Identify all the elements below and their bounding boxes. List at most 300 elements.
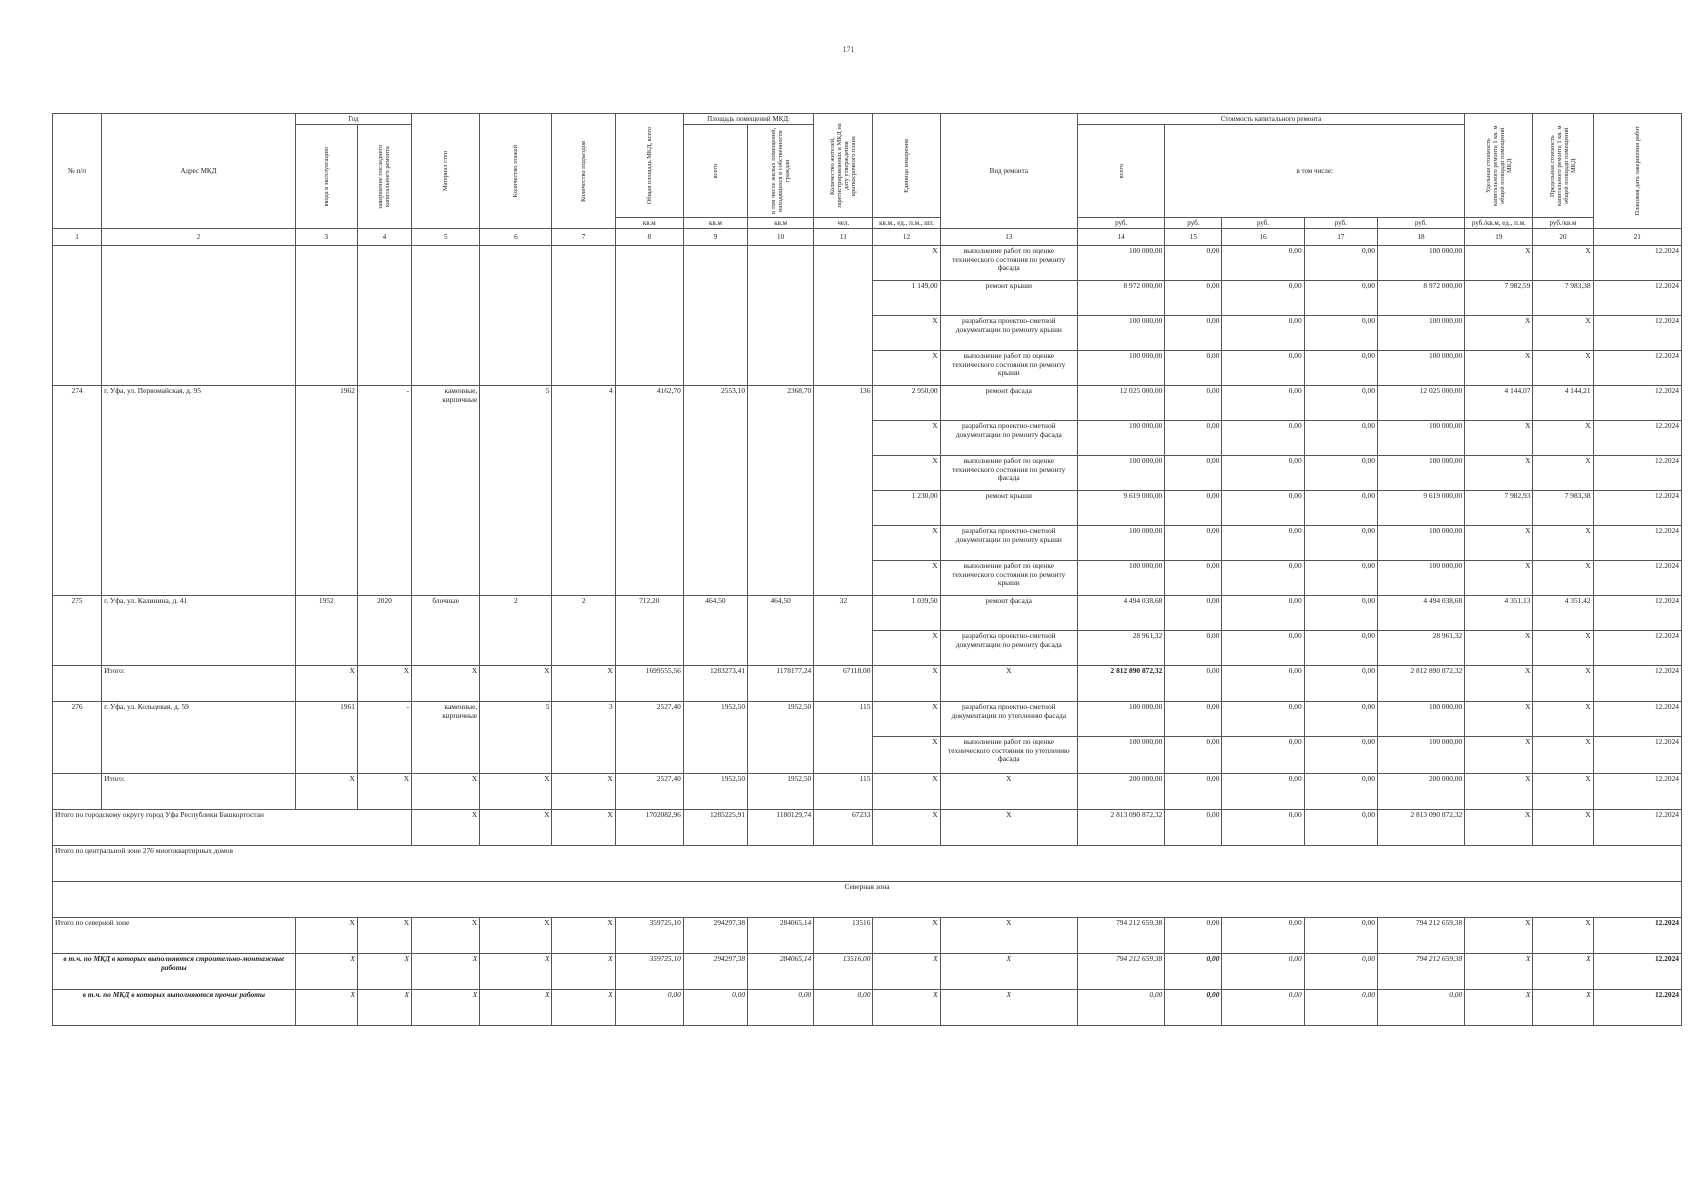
cell-unit: X xyxy=(873,561,940,596)
cell-date: 12.2024 xyxy=(1593,351,1681,386)
cell-work: ремонт крыши xyxy=(940,281,1077,316)
cell-owners: 100 000,00 xyxy=(1377,421,1464,456)
cell-max-cost: X xyxy=(1533,702,1593,737)
cell-entrances: 2 xyxy=(552,596,615,666)
column-index: 21 xyxy=(1593,229,1681,246)
north-incl-construction-row xyxy=(53,954,1682,990)
cell-x: X xyxy=(357,918,411,954)
cell-unit-cost: X xyxy=(1465,918,1533,954)
header-max-cost: Предельная стоимость капитального ремонта 1 кв. м общей площади помещений МКД xyxy=(1533,114,1593,218)
cell-date: 12.2024 xyxy=(1593,456,1681,491)
header-cost-incl: в том числе: xyxy=(1165,125,1465,218)
cell-total: 8 972 000,00 xyxy=(1078,281,1165,316)
cell-x: X xyxy=(552,918,615,954)
cell-work: разработка проектно-сметной документации по ремонту фасада xyxy=(940,421,1077,456)
cell-residents: 67233 xyxy=(814,810,873,846)
cell-area: 4162,70 xyxy=(615,386,683,596)
column-index: 16 xyxy=(1222,229,1304,246)
north-incl-other-label: в т.ч. по МКД в которых выполняются прочие работы xyxy=(53,990,296,1026)
cell-entrances: 4 xyxy=(552,386,615,596)
north-total-row xyxy=(53,918,1682,954)
cell-unit: X xyxy=(873,246,940,281)
header-entrances: Количество подъездов xyxy=(552,114,615,229)
cell-fund: 0,00 xyxy=(1165,990,1222,1026)
cell-year-commission: 1962 xyxy=(295,386,357,596)
cell-work: X xyxy=(940,666,1077,702)
cell-residential: 1952,50 xyxy=(748,702,814,774)
cell-unit-cost: X xyxy=(1465,990,1533,1026)
column-index: 5 xyxy=(412,229,480,246)
table-row xyxy=(53,386,1682,421)
cell-max-cost: X xyxy=(1533,954,1593,990)
city-total-label: Итого по городскому округу город Уфа Республики Башкортостан xyxy=(53,810,412,846)
cell-work: ремонт фасада xyxy=(940,596,1077,631)
cell-material: блочные xyxy=(412,596,480,666)
cell-address: г. Уфа, ул. Первомайская, д. 95 xyxy=(102,386,296,596)
header-unit-16: руб. xyxy=(1222,218,1304,229)
cell-x: X xyxy=(295,666,357,702)
cell-x: X xyxy=(412,774,480,810)
cell-owners: 100 000,00 xyxy=(1377,737,1464,774)
cell-unit-cost: X xyxy=(1465,702,1533,737)
cell-unit-cost: 4 144,07 xyxy=(1465,386,1533,421)
header-year-last-repair: завершение последнего капитального ремонта xyxy=(357,125,411,229)
cell-fund: 0,00 xyxy=(1165,918,1222,954)
north-total-label: Итого по северной зоне xyxy=(53,918,296,954)
cell-owners: 100 000,00 xyxy=(1377,456,1464,491)
cell-date: 12.2024 xyxy=(1593,918,1681,954)
cell-area: 359725,10 xyxy=(615,918,683,954)
cell-total: 100 000,00 xyxy=(1078,351,1165,386)
cell-unit-cost: X xyxy=(1465,561,1533,596)
subtotal-label: Итого: xyxy=(102,774,296,810)
cell-fund: 0,00 xyxy=(1165,702,1222,737)
cell-total: 2 812 890 872,32 xyxy=(1078,666,1165,702)
cell-rb: 0,00 xyxy=(1222,491,1304,526)
cell-premises xyxy=(683,246,747,386)
cell-year-repair: - xyxy=(357,702,411,774)
cell-total: 100 000,00 xyxy=(1078,421,1165,456)
column-index: 12 xyxy=(873,229,940,246)
column-index: 8 xyxy=(615,229,683,246)
cell-area: 1702082,96 xyxy=(615,810,683,846)
header-repair-type: Вид ремонта xyxy=(940,114,1077,229)
column-index: 11 xyxy=(814,229,873,246)
cell-rb: 0,00 xyxy=(1222,810,1304,846)
cell-total: 2 813 090 872,32 xyxy=(1078,810,1165,846)
column-index: 4 xyxy=(357,229,411,246)
column-index: 17 xyxy=(1304,229,1377,246)
cell-local: 0,00 xyxy=(1304,421,1377,456)
cell-work: выполнение работ по оценке технического состояния по утеплению фасада xyxy=(940,737,1077,774)
cell-area xyxy=(615,246,683,386)
cell-local: 0,00 xyxy=(1304,631,1377,666)
cell-work: разработка проектно-сметной документации по ремонту крыши xyxy=(940,526,1077,561)
header-premises-group: Площадь помещений МКД: xyxy=(683,114,813,125)
cell-rb: 0,00 xyxy=(1222,351,1304,386)
table-row xyxy=(53,702,1682,737)
cell-residents: 13516 xyxy=(814,918,873,954)
cell-residential: 1952,50 xyxy=(748,774,814,810)
cell-fund: 0,00 xyxy=(1165,666,1222,702)
cell-rb: 0,00 xyxy=(1222,702,1304,737)
header-unit-17: руб. xyxy=(1304,218,1377,229)
cell-date: 12.2024 xyxy=(1593,737,1681,774)
cell-max-cost: X xyxy=(1533,918,1593,954)
cell-area: 712,20 xyxy=(615,596,683,666)
cell-unit-cost: X xyxy=(1465,351,1533,386)
cell-work: ремонт крыши xyxy=(940,491,1077,526)
cell-work: выполнение работ по оценке технического состояния по ремонту фасада xyxy=(940,246,1077,281)
cell-num xyxy=(53,774,102,810)
header-unit-cost: Удельная стоимость капитального ремонта 1 кв. м общей площади помещений МКД xyxy=(1465,114,1533,218)
cell-total: 100 000,00 xyxy=(1078,702,1165,737)
cell-work: X xyxy=(940,810,1077,846)
cell-unit: X xyxy=(873,702,940,737)
cell-unit: X xyxy=(873,631,940,666)
cell-max-cost: 7 983,38 xyxy=(1533,491,1593,526)
cell-x: X xyxy=(357,954,411,990)
cell-date: 12.2024 xyxy=(1593,491,1681,526)
cell-total: 200 000,00 xyxy=(1078,774,1165,810)
cell-unit: X xyxy=(873,774,940,810)
cell-fund: 0,00 xyxy=(1165,351,1222,386)
cell-fund: 0,00 xyxy=(1165,421,1222,456)
column-index: 19 xyxy=(1465,229,1533,246)
cell-date: 12.2024 xyxy=(1593,954,1681,990)
cell-total: 100 000,00 xyxy=(1078,316,1165,351)
cell-date: 12.2024 xyxy=(1593,386,1681,421)
subtotal-row xyxy=(53,774,1682,810)
subtotal-row xyxy=(53,666,1682,702)
cell-x: X xyxy=(552,990,615,1026)
cell-x: X xyxy=(357,990,411,1026)
cell-owners: 794 212 659,38 xyxy=(1377,954,1464,990)
header-total-area: Общая площадь МКД, всего xyxy=(615,114,683,218)
cell-owners: 100 000,00 xyxy=(1377,526,1464,561)
cell-max-cost: 7 983,38 xyxy=(1533,281,1593,316)
cell-entrances: 3 xyxy=(552,702,615,774)
cell-rb: 0,00 xyxy=(1222,596,1304,631)
header-address: Адрес МКД xyxy=(102,114,296,229)
header-cost-total: всего xyxy=(1078,125,1165,218)
cell-residential: 464,50 xyxy=(748,596,814,666)
cell-premises: 1952,50 xyxy=(683,774,747,810)
cell-date: 12.2024 xyxy=(1593,246,1681,281)
cell-unit: X xyxy=(873,526,940,561)
cell-date: 12.2024 xyxy=(1593,526,1681,561)
cell-total: 28 961,32 xyxy=(1078,631,1165,666)
cell-local: 0,00 xyxy=(1304,526,1377,561)
header-unit-11: чел. xyxy=(814,218,873,229)
cell-x: X xyxy=(357,774,411,810)
capital-repair-register-table xyxy=(52,113,1682,1026)
header-unit-19: руб./кв.м, ед., п.м. xyxy=(1465,218,1533,229)
cell-rb: 0,00 xyxy=(1222,561,1304,596)
cell-residents: 0,00 xyxy=(814,990,873,1026)
cell-date: 12.2024 xyxy=(1593,421,1681,456)
north-zone-header: Северная зона xyxy=(53,882,1682,918)
cell-premises: 294297,38 xyxy=(683,954,747,990)
cell-year-repair: - xyxy=(357,386,411,596)
cell-area: 359725,10 xyxy=(615,954,683,990)
cell-residential: 284065,14 xyxy=(748,954,814,990)
cell-unit-cost: X xyxy=(1465,316,1533,351)
header-premises-total: всего xyxy=(683,125,747,218)
cell-fund: 0,00 xyxy=(1165,246,1222,281)
cell-local: 0,00 xyxy=(1304,774,1377,810)
column-index-row xyxy=(53,229,1682,246)
cell-unit-cost: X xyxy=(1465,526,1533,561)
header-num: № п/п xyxy=(53,114,102,229)
cell-residential: 284065,14 xyxy=(748,918,814,954)
cell-unit: 1 039,50 xyxy=(873,596,940,631)
header-premises-residential: в том числе жилых помещений, находящихся в собственности граждан xyxy=(748,125,814,218)
cell-owners: 100 000,00 xyxy=(1377,316,1464,351)
north-incl-other-row xyxy=(53,990,1682,1026)
header-unit-14: руб. xyxy=(1078,218,1165,229)
cell-num: 274 xyxy=(53,386,102,596)
cell-x: X xyxy=(412,666,480,702)
cell-residential: 1178177,24 xyxy=(748,666,814,702)
cell-unit-cost: 7 982,93 xyxy=(1465,491,1533,526)
cell-unit: X xyxy=(873,351,940,386)
cell-max-cost: X xyxy=(1533,526,1593,561)
header-floors: Количество этажей xyxy=(480,114,552,229)
cell-unit-cost: X xyxy=(1465,631,1533,666)
cell-owners: 0,00 xyxy=(1377,990,1464,1026)
header-year-group: Год xyxy=(295,114,411,125)
cell-residential: 1180129,74 xyxy=(748,810,814,846)
column-index: 10 xyxy=(748,229,814,246)
cell-owners: 794 212 659,38 xyxy=(1377,918,1464,954)
column-index: 1 xyxy=(53,229,102,246)
cell-residential: 0,00 xyxy=(748,990,814,1026)
cell-max-cost: X xyxy=(1533,351,1593,386)
cell-total: 100 000,00 xyxy=(1078,456,1165,491)
header-unit-15: руб. xyxy=(1165,218,1222,229)
cell-x: X xyxy=(412,810,480,846)
cell-total: 100 000,00 xyxy=(1078,526,1165,561)
column-index: 6 xyxy=(480,229,552,246)
cell-max-cost: 4 351,42 xyxy=(1533,596,1593,631)
cell-x: X xyxy=(412,918,480,954)
cell-floors: 2 xyxy=(480,596,552,666)
cell-owners: 8 972 000,00 xyxy=(1377,281,1464,316)
column-index: 9 xyxy=(683,229,747,246)
header-unit-10: кв.м xyxy=(748,218,814,229)
cell-max-cost: X xyxy=(1533,421,1593,456)
cell-unit-cost: 7 982,59 xyxy=(1465,281,1533,316)
header-unit-20: руб./кв.м xyxy=(1533,218,1593,229)
cell-x: X xyxy=(552,810,615,846)
cell-total: 100 000,00 xyxy=(1078,561,1165,596)
cell-unit: X xyxy=(873,810,940,846)
city-total-row xyxy=(53,810,1682,846)
cell-x: X xyxy=(295,918,357,954)
cell-local: 0,00 xyxy=(1304,810,1377,846)
cell-unit-cost: X xyxy=(1465,246,1533,281)
cell-rb: 0,00 xyxy=(1222,990,1304,1026)
column-index: 13 xyxy=(940,229,1077,246)
cell-date: 12.2024 xyxy=(1593,561,1681,596)
cell-unit: X xyxy=(873,954,940,990)
cell-work: выполнение работ по оценке технического состояния по ремонту крыши xyxy=(940,351,1077,386)
header-year-commission: ввода в эксплуатацию xyxy=(295,125,357,229)
header-planned-date: Плановая дата завершения работ xyxy=(1593,114,1681,229)
cell-material xyxy=(412,246,480,386)
cell-num xyxy=(53,246,102,386)
cell-unit: X xyxy=(873,918,940,954)
cell-x: X xyxy=(412,990,480,1026)
cell-work: выполнение работ по оценке технического состояния по ремонту крыши xyxy=(940,561,1077,596)
cell-x: X xyxy=(480,990,552,1026)
subtotal-label: Итого: xyxy=(102,666,296,702)
cell-rb: 0,00 xyxy=(1222,421,1304,456)
header-wall-material: Материал стен xyxy=(412,114,480,229)
cell-total: 9 619 000,00 xyxy=(1078,491,1165,526)
cell-local: 0,00 xyxy=(1304,316,1377,351)
cell-address xyxy=(102,246,296,386)
cell-work: ремонт фасада xyxy=(940,386,1077,421)
header-row-1 xyxy=(53,114,1682,125)
cell-fund: 0,00 xyxy=(1165,774,1222,810)
cell-owners: 100 000,00 xyxy=(1377,702,1464,737)
cell-work: выполнение работ по оценке технического состояния по ремонту фасада xyxy=(940,456,1077,491)
central-zone-total-row xyxy=(53,846,1682,882)
cell-rb: 0,00 xyxy=(1222,737,1304,774)
cell-rb: 0,00 xyxy=(1222,918,1304,954)
cell-residents: 67118,00 xyxy=(814,666,873,702)
column-index: 3 xyxy=(295,229,357,246)
cell-date: 12.2024 xyxy=(1593,702,1681,737)
cell-fund: 0,00 xyxy=(1165,386,1222,421)
cell-date: 12.2024 xyxy=(1593,810,1681,846)
cell-fund: 0,00 xyxy=(1165,954,1222,990)
column-index: 15 xyxy=(1165,229,1222,246)
cell-premises: 2553,10 xyxy=(683,386,747,596)
cell-local: 0,00 xyxy=(1304,666,1377,702)
cell-x: X xyxy=(480,810,552,846)
cell-date: 12.2024 xyxy=(1593,990,1681,1026)
cell-rb: 0,00 xyxy=(1222,526,1304,561)
cell-x: X xyxy=(412,954,480,990)
cell-rb: 0,00 xyxy=(1222,631,1304,666)
cell-rb: 0,00 xyxy=(1222,954,1304,990)
cell-floors: 5 xyxy=(480,702,552,774)
cell-rb: 0,00 xyxy=(1222,316,1304,351)
cell-unit: X xyxy=(873,990,940,1026)
table-row xyxy=(53,596,1682,631)
cell-x: X xyxy=(295,954,357,990)
header-unit-12: кв.м., ед., п.м., шт. xyxy=(873,218,940,229)
cell-num: 276 xyxy=(53,702,102,774)
cell-date: 12.2024 xyxy=(1593,596,1681,631)
cell-max-cost: X xyxy=(1533,631,1593,666)
cell-total: 100 000,00 xyxy=(1078,246,1165,281)
cell-premises: 1285225,91 xyxy=(683,810,747,846)
cell-unit: 1 149,00 xyxy=(873,281,940,316)
cell-unit: X xyxy=(873,456,940,491)
cell-area: 0,00 xyxy=(615,990,683,1026)
cell-x: X xyxy=(480,918,552,954)
cell-year-commission: 1961 xyxy=(295,702,357,774)
cell-total: 0,00 xyxy=(1078,990,1165,1026)
cell-work: разработка проектно-сметной документации по утеплению фасада xyxy=(940,702,1077,737)
cell-local: 0,00 xyxy=(1304,456,1377,491)
cell-owners: 28 961,32 xyxy=(1377,631,1464,666)
cell-max-cost: X xyxy=(1533,316,1593,351)
north-incl-construction-label: в т.ч. по МКД в которых выполняются строительно-монтажные работы xyxy=(53,954,296,990)
cell-rb: 0,00 xyxy=(1222,456,1304,491)
cell-total: 4 494 038,68 xyxy=(1078,596,1165,631)
cell-residential xyxy=(748,246,814,386)
cell-rb: 0,00 xyxy=(1222,386,1304,421)
cell-material: каменные, кирпичные xyxy=(412,702,480,774)
cell-date: 12.2024 xyxy=(1593,666,1681,702)
cell-local: 0,00 xyxy=(1304,281,1377,316)
cell-residents: 115 xyxy=(814,774,873,810)
cell-max-cost: X xyxy=(1533,774,1593,810)
cell-local: 0,00 xyxy=(1304,351,1377,386)
cell-date: 12.2024 xyxy=(1593,774,1681,810)
cell-fund: 0,00 xyxy=(1165,810,1222,846)
cell-work: X xyxy=(940,990,1077,1026)
cell-x: X xyxy=(552,666,615,702)
cell-unit: X xyxy=(873,316,940,351)
cell-fund: 0,00 xyxy=(1165,281,1222,316)
cell-rb: 0,00 xyxy=(1222,774,1304,810)
cell-owners: 100 000,00 xyxy=(1377,561,1464,596)
cell-date: 12.2024 xyxy=(1593,281,1681,316)
cell-work: разработка проектно-сметной документации по ремонту фасада xyxy=(940,631,1077,666)
header-unit: Единица измерения xyxy=(873,114,940,218)
cell-residents: 115 xyxy=(814,702,873,774)
cell-work: X xyxy=(940,774,1077,810)
cell-local: 0,00 xyxy=(1304,954,1377,990)
cell-unit-cost: X xyxy=(1465,810,1533,846)
cell-local: 0,00 xyxy=(1304,386,1377,421)
cell-work: X xyxy=(940,918,1077,954)
cell-owners: 2 812 890 872,32 xyxy=(1377,666,1464,702)
cell-rb: 0,00 xyxy=(1222,281,1304,316)
cell-fund: 0,00 xyxy=(1165,316,1222,351)
cell-residential: 2368,70 xyxy=(748,386,814,596)
cell-unit-cost: X xyxy=(1465,456,1533,491)
cell-unit-cost: X xyxy=(1465,666,1533,702)
cell-area: 2527,40 xyxy=(615,702,683,774)
header-unit-9: кв.м xyxy=(683,218,747,229)
cell-unit: X xyxy=(873,421,940,456)
cell-num xyxy=(53,666,102,702)
cell-max-cost: X xyxy=(1533,561,1593,596)
cell-date: 12.2024 xyxy=(1593,631,1681,666)
cell-local: 0,00 xyxy=(1304,702,1377,737)
cell-residents: 13516,00 xyxy=(814,954,873,990)
cell-num: 275 xyxy=(53,596,102,666)
cell-x: X xyxy=(295,774,357,810)
cell-fund: 0,00 xyxy=(1165,526,1222,561)
cell-unit-cost: X xyxy=(1465,421,1533,456)
cell-fund: 0,00 xyxy=(1165,631,1222,666)
cell-area: 1699555,56 xyxy=(615,666,683,702)
cell-residents xyxy=(814,246,873,386)
cell-max-cost: 4 144,21 xyxy=(1533,386,1593,421)
cell-premises: 464,50 xyxy=(683,596,747,666)
cell-x: X xyxy=(552,774,615,810)
cell-fund: 0,00 xyxy=(1165,737,1222,774)
cell-x: X xyxy=(295,990,357,1026)
